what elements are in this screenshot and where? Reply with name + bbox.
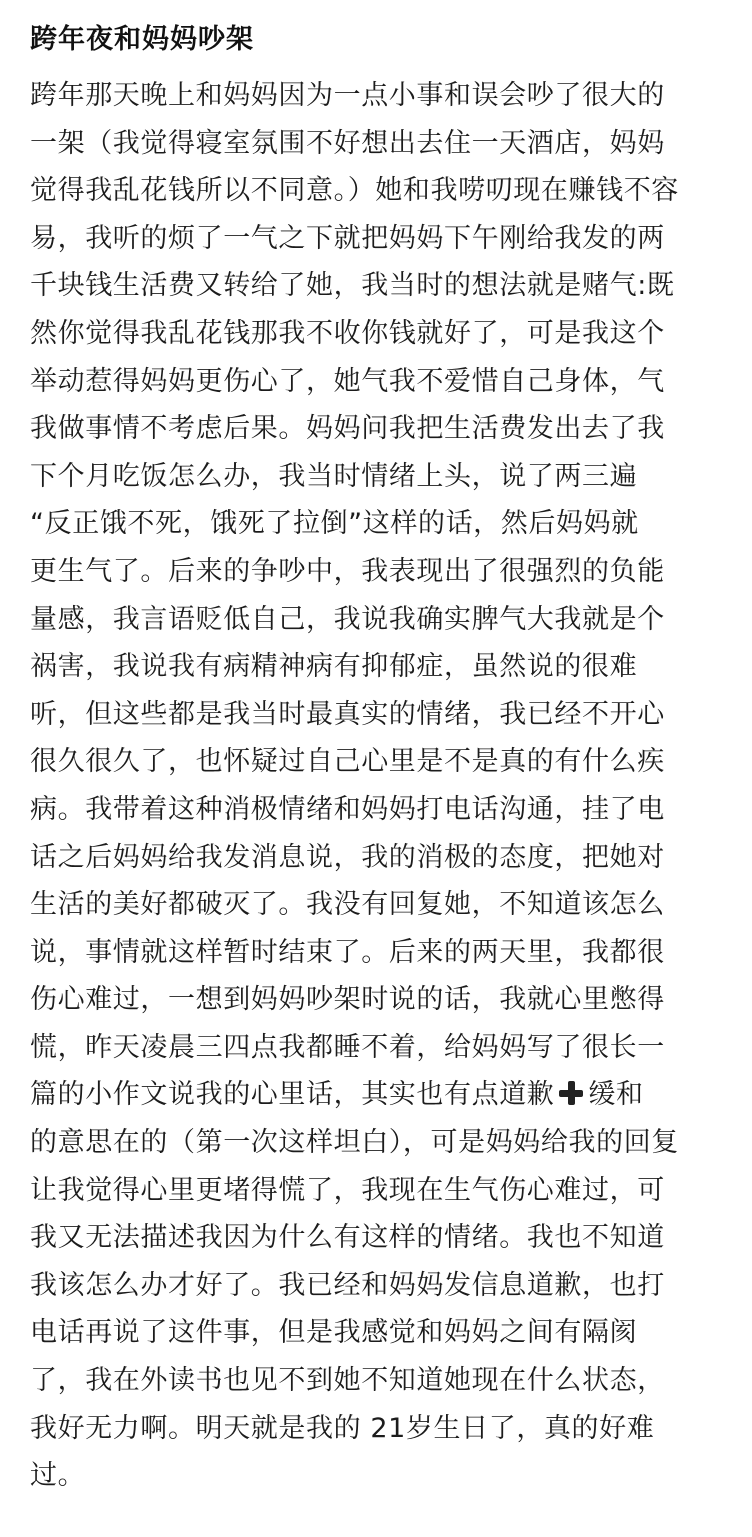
post-line: 更生气了。后来的争吵中，我表现出了很强烈的负能 <box>30 555 665 587</box>
post-line: 电话再说了这件事，但是我感觉和妈妈之间有隔阂 <box>30 1317 638 1349</box>
post-line: 我做事情不考虑后果。妈妈问我把生活费发出去了我 <box>30 413 665 445</box>
post-line: 了，我在外读书也见不到她不知道她现在什么状态， <box>30 1365 665 1397</box>
post-line: 的意思在的（第一次这样坦白），可是妈妈给我的回复 <box>30 1127 679 1159</box>
post-line: 说，事情就这样暂时结束了。后来的两天里，我都很 <box>30 936 665 968</box>
post-line-segment: 缓和 <box>588 1079 644 1111</box>
post-line: 慌，昨天凌晨三四点我都睡不着，给妈妈写了很长一 <box>30 1031 665 1063</box>
post-line: 病。我带着这种消极情绪和妈妈打电话沟通，挂了电 <box>30 793 665 825</box>
post-line: 我好无力啊。明天就是我的 21岁生日了，真的好难 <box>30 1412 655 1444</box>
post-line-segment: 篇的小作文说我的心里话，其实也有点道歉 <box>30 1079 555 1111</box>
post-line: 觉得我乱花钱所以不同意。）她和我唠叨现在赚钱不容 <box>30 175 679 207</box>
post-line: 祸害，我说我有病精神病有抑郁症，虽然说的很难 <box>30 651 638 683</box>
post-line: 生活的美好都破灭了。我没有回复她，不知道该怎么 <box>30 889 665 921</box>
post-line: 量感，我言语贬低自己，我说我确实脾气大我就是个 <box>30 603 665 635</box>
post-line: “反正饿不死，饿死了拉倒”这样的话，然后妈妈就 <box>30 508 639 540</box>
post-line: 易，我听的烦了一气之下就把妈妈下午刚给我发的两 <box>30 222 665 254</box>
post-line: 千块钱生活费又转给了她，我当时的想法就是赌气:既 <box>30 270 675 302</box>
post-title: 跨年夜和妈妈吵架 <box>30 24 254 55</box>
post-line: 然你觉得我乱花钱那我不收你钱就好了，可是我这个 <box>30 317 665 349</box>
post-line: 举动惹得妈妈更伤心了，她气我不爱惜自己身体，气 <box>30 365 665 397</box>
post-line-with-icon <box>30 1071 726 1119</box>
post-body <box>30 72 726 1500</box>
post-line: 伤心难过，一想到妈妈吵架时说的话，我就心里憋得 <box>30 984 665 1016</box>
post-line: 我又无法描述我因为什么有这样的情绪。我也不知道 <box>30 1222 665 1254</box>
post-line: 我该怎么办才好了。我已经和妈妈发信息道歉，也打 <box>30 1269 665 1301</box>
post-line: 过。 <box>30 1460 86 1492</box>
post-line: 话之后妈妈给我发消息说，我的消极的态度，把她对 <box>30 841 665 873</box>
post-line: 让我觉得心里更堵得慌了，我现在生气伤心难过，可 <box>30 1174 665 1206</box>
post-line: 跨年那天晚上和妈妈因为一点小事和误会吵了很大的 <box>30 80 665 111</box>
plus-icon <box>558 1080 584 1106</box>
post-line: 一架（我觉得寝室氛围不好想出去住一天酒店，妈妈 <box>30 127 665 159</box>
post-line: 很久很久了，也怀疑过自己心里是不是真的有什么疾 <box>30 746 665 778</box>
post-line: 下个月吃饭怎么办，我当时情绪上头，说了两三遍 <box>30 460 638 492</box>
post-line: 听，但这些都是我当时最真实的情绪，我已经不开心 <box>30 698 665 730</box>
